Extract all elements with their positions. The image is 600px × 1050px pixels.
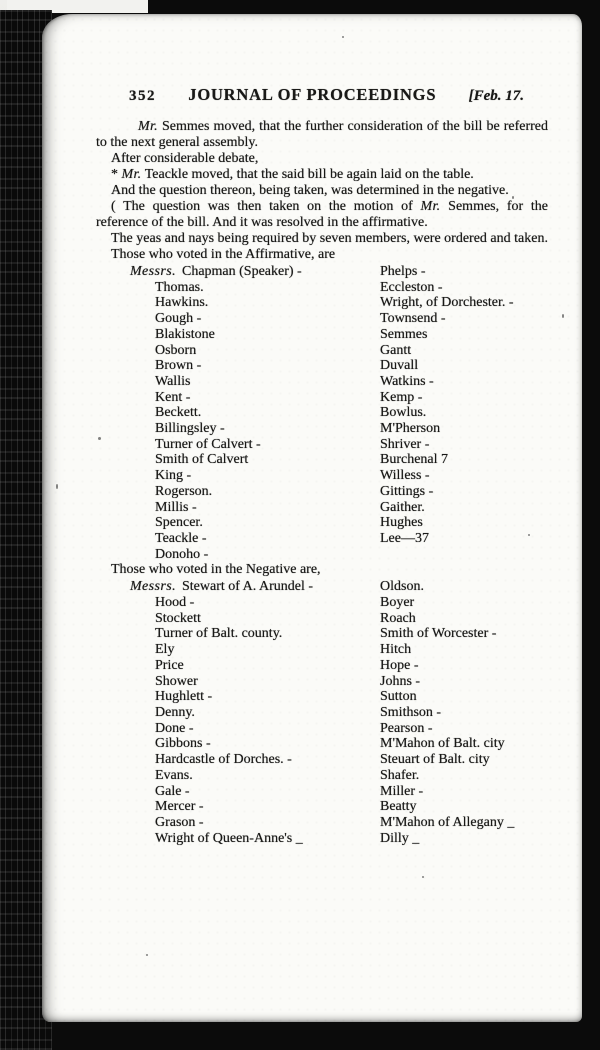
vote-name-left [96,500,380,516]
voter-name: Duvall [380,358,419,374]
voter-name: Burchenal 7 [380,452,449,468]
voter-name: Wallis [155,373,191,389]
vote-name-right [380,280,548,296]
vote-row [96,311,548,327]
vote-name-left [96,327,380,343]
vote-name-right [380,452,548,468]
voter-name: Miller - [380,783,424,799]
vote-row [96,280,548,296]
voter-name: Willess - [380,468,430,484]
scan-speck [562,314,564,318]
vote-name-right [380,311,548,327]
voter-name: Townsend - [380,311,446,327]
voter-name: Gough - [155,311,202,327]
printed-content [96,86,548,846]
vote-name-left [96,642,380,658]
voter-name: Grason - [155,814,204,830]
voter-name: Shriver - [380,436,430,452]
voter-name: Smith of Worcester - [380,626,497,642]
voter-name: Ely [155,642,175,658]
voter-name: Bowlus. [380,405,427,421]
paragraph: ( The question was then taken on the motion of Mr. Semmes, for the reference of the bill. And it was resolved in the affirmative. [96,199,548,230]
paragraph: And the question thereon, being taken, was determined in the negative. [111,183,509,198]
vote-name-left [96,579,380,595]
vote-name-right [380,768,548,784]
vote-row [96,799,548,815]
page-number: 352 [129,88,156,104]
vote-name-right [380,547,548,563]
voter-name: Blakistone [155,326,215,342]
voter-name: Gantt [380,342,412,358]
voter-name: Eccleston - [380,279,443,295]
vote-row [96,815,548,831]
vote-name-right [380,531,548,547]
voter-name: M'Pherson [380,421,441,437]
page [42,14,582,1022]
vote-name-left [96,547,380,563]
vote-name-left [96,468,380,484]
voter-name: Spencer. [155,515,203,531]
vote-name-left [96,768,380,784]
voter-name: Shower [155,673,198,689]
voter-name: Roach [380,610,416,626]
vote-name-left [96,595,380,611]
vote-name-right [380,390,548,406]
vote-name-left [96,405,380,421]
vote-row [96,658,548,674]
vote-name-right [380,295,548,311]
vote-name-left [96,626,380,642]
paragraph: After considerable debate, [111,151,259,166]
vote-name-right [380,437,548,453]
voter-name: Osborn [155,342,197,358]
vote-name-right [380,626,548,642]
vote-row [96,611,548,627]
vote-row [96,705,548,721]
vote-name-left [96,390,380,406]
vote-name-right [380,374,548,390]
messrs-prefix: Messrs. [130,579,176,595]
vote-name-right [380,689,548,705]
voter-name: Beatty [380,799,417,815]
vote-row [96,405,548,421]
vote-name-left [96,295,380,311]
voter-name: Kemp - [380,389,423,405]
vote-row [96,264,548,280]
vote-row [96,768,548,784]
vote-name-left [96,752,380,768]
vote-name-right [380,264,548,280]
affirmative-intro: Those who voted in the Affirmative, are [111,247,336,262]
vote-row [96,674,548,690]
scan-speck [146,954,148,956]
voter-name: Watkins - [380,373,434,389]
voter-name: Semmes [380,326,428,342]
vote-name-left [96,721,380,737]
voter-name: Wright of Queen-Anne's _ [155,830,303,846]
vote-name-left [96,611,380,627]
voter-name: Done - [155,720,194,736]
vote-name-left [96,437,380,453]
voter-name: Chapman (Speaker) - [181,264,302,279]
paragraph: * Mr. Teackle moved, that the said bill be again laid on the table. [111,167,474,182]
vote-row [96,579,548,595]
voter-name: Shafer. [380,767,420,783]
vote-name-left [96,358,380,374]
vote-row [96,452,548,468]
vote-name-left [96,343,380,359]
vote-row [96,484,548,500]
voter-name: Hughes [380,515,423,531]
voter-name: M'Mahon of Balt. city [380,736,505,752]
voter-name: Gaither. [380,499,425,515]
voter-name: Boyer [380,595,415,611]
vote-name-right [380,515,548,531]
voter-name: Stockett [155,610,201,626]
vote-name-right [380,595,548,611]
voter-name: Price [155,657,184,673]
voter-name: Turner of Balt. county. [155,626,283,642]
body-text [96,119,548,247]
scan-speck [422,876,424,878]
voter-name: Brown - [155,358,202,374]
voter-name: Beckett. [155,405,202,421]
vote-row [96,595,548,611]
vote-row [96,374,548,390]
vote-row [96,831,548,847]
voter-name: Donoho - [155,546,209,562]
voter-name: Sutton [380,689,417,705]
vote-row [96,784,548,800]
voter-name: Lee—37 [380,530,429,546]
vote-name-right [380,484,548,500]
running-head [96,86,548,105]
voter-name: M'Mahon of Allegany _ [380,814,515,830]
vote-name-right [380,831,548,847]
voter-name: Phelps - [380,264,426,279]
vote-name-right [380,721,548,737]
voter-name: Teackle - [155,530,207,546]
vote-name-left [96,784,380,800]
vote-row [96,626,548,642]
vote-name-right [380,674,548,690]
vote-name-right [380,579,548,595]
vote-name-right [380,468,548,484]
vote-row [96,295,548,311]
vote-name-left [96,515,380,531]
vote-name-left [96,311,380,327]
vote-name-right [380,752,548,768]
vote-row [96,358,548,374]
scan-speck [342,36,344,38]
voter-name: Millis - [155,499,197,515]
voter-name: Hood - [155,595,195,611]
voter-name: Thomas. [155,279,204,295]
vote-name-right [380,327,548,343]
voter-name: Oldson. [380,579,424,595]
voter-name: Hitch [380,642,412,658]
vote-name-left [96,484,380,500]
vote-row [96,437,548,453]
voter-name: Kent - [155,389,191,405]
vote-name-right [380,405,548,421]
vote-name-left [96,799,380,815]
date-marker: [Feb. 17. [468,88,524,104]
vote-name-left [96,689,380,705]
vote-row [96,421,548,437]
vote-name-left [96,705,380,721]
vote-name-left [96,264,380,280]
vote-row [96,343,548,359]
paragraph: The yeas and nays being required by seven members, were ordered and taken. [111,231,548,246]
voter-name: Turner of Calvert - [155,436,261,452]
vote-row [96,642,548,658]
voter-name: King - [155,468,192,484]
voter-name: Steuart of Balt. city [380,752,490,768]
vote-name-left [96,736,380,752]
vote-name-left [96,674,380,690]
vote-row [96,500,548,516]
vote-name-right [380,815,548,831]
vote-name-left [96,452,380,468]
vote-name-right [380,611,548,627]
vote-name-left [96,421,380,437]
voter-name: Mercer - [155,799,204,815]
vote-row [96,468,548,484]
scan-speck [56,484,58,489]
voter-name: Hawkins. [155,295,209,311]
voter-name: Gittings - [380,483,434,499]
voter-name: Denny. [155,704,195,720]
vote-row [96,531,548,547]
vote-row [96,327,548,343]
voter-name: Hope - [380,657,419,673]
vote-name-right [380,736,548,752]
vote-name-right [380,500,548,516]
vote-row [96,721,548,737]
paragraph: Mr. Semmes moved, that the further consideration of the bill be referred to the next general assembly. [96,119,548,150]
vote-name-left [96,815,380,831]
voter-name: Gibbons - [155,736,211,752]
vote-name-right [380,642,548,658]
voter-name: Hardcastle of Dorches. - [155,752,292,768]
vote-name-left [96,280,380,296]
vote-name-right [380,421,548,437]
voter-name: Rogerson. [155,483,213,499]
vote-row [96,736,548,752]
voter-name: Wright, of Dorchester. - [380,295,514,311]
affirmative-list [96,264,548,562]
voter-name: Smith of Calvert [155,452,249,468]
voter-name: Stewart of A. Arundel - [181,579,314,595]
vote-row [96,390,548,406]
vote-name-right [380,784,548,800]
voter-name: Gale - [155,783,190,799]
messrs-prefix: Messrs. [130,264,176,279]
vote-name-left [96,374,380,390]
vote-name-right [380,358,548,374]
negative-list [96,579,548,846]
vote-name-right [380,705,548,721]
voter-name: Johns - [380,673,421,689]
negative-intro: Those who voted in the Negative are, [111,562,321,578]
voter-name: Hughlett - [155,689,213,705]
vote-name-right [380,343,548,359]
voter-name: Billingsley - [155,421,225,437]
voter-name: Evans. [155,767,193,783]
vote-row [96,515,548,531]
vote-name-left [96,658,380,674]
voter-name: Pearson - [380,720,433,736]
vote-row [96,752,548,768]
vote-row [96,547,548,563]
journal-title: JOURNAL OF PROCEEDINGS [188,85,437,104]
vote-name-left [96,831,380,847]
vote-name-right [380,658,548,674]
vote-name-right [380,799,548,815]
voter-name: Smithson - [380,704,442,720]
vote-row [96,689,548,705]
voter-name: Dilly _ [380,830,420,846]
vote-name-left [96,531,380,547]
